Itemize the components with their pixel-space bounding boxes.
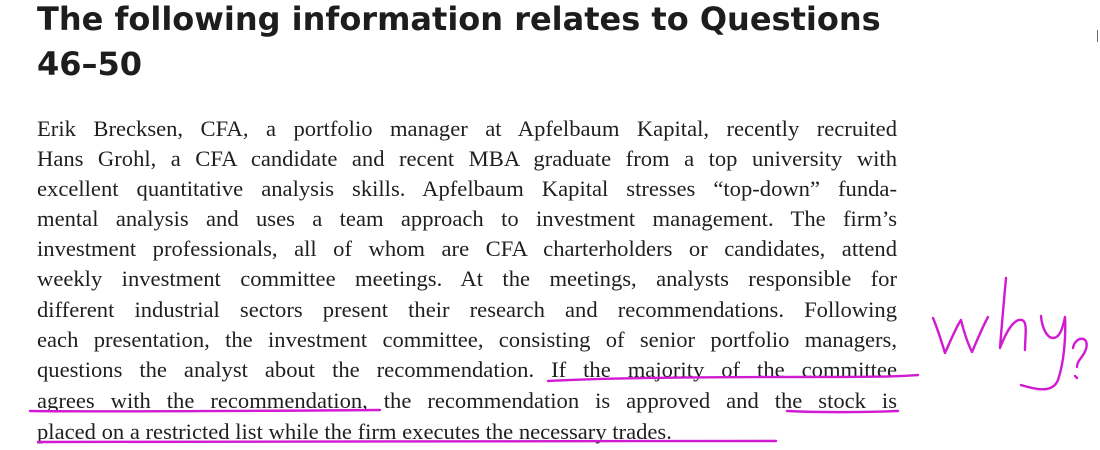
text-cursor-mark — [1097, 30, 1098, 42]
handwritten-why-note — [933, 278, 1087, 389]
paragraph-line-6: weekly investment committee meetings. At the meetings, analysts responsible for — [37, 266, 897, 291]
paragraph-line-3: excellent quantitative analysis skills. Apfelbaum Kapital stresses “top-down” funda- — [37, 176, 897, 201]
paragraph-line-10: agrees with the recommendation, the recommendation is approved and the stock is — [37, 388, 897, 413]
section-heading-line-1: The following information relates to Questions — [37, 0, 881, 38]
section-heading-line-2: 46–50 — [37, 45, 143, 83]
paragraph-line-4: mental analysis and uses a team approach to investment management. The firm’s — [37, 206, 897, 231]
paragraph-line-7: different industrial sectors present their research and recommendations. Following — [37, 297, 897, 322]
paragraph-line-5: investment professionals, all of whom are CFA charterholders or candidates, attend — [37, 236, 897, 261]
paragraph-line-8: each presentation, the investment committee, consisting of senior portfolio managers, — [37, 327, 897, 352]
paragraph-line-11: placed on a restricted list while the firm executes the necessary trades. — [37, 419, 672, 444]
paragraph-line-2: Hans Grohl, a CFA candidate and recent MBA graduate from a top university with — [37, 146, 897, 171]
paragraph-line-9: questions the analyst about the recommendation. If the majority of the committee — [37, 357, 897, 382]
paragraph-line-1: Erik Brecksen, CFA, a portfolio manager at Apfelbaum Kapital, recently recruited — [37, 116, 897, 141]
